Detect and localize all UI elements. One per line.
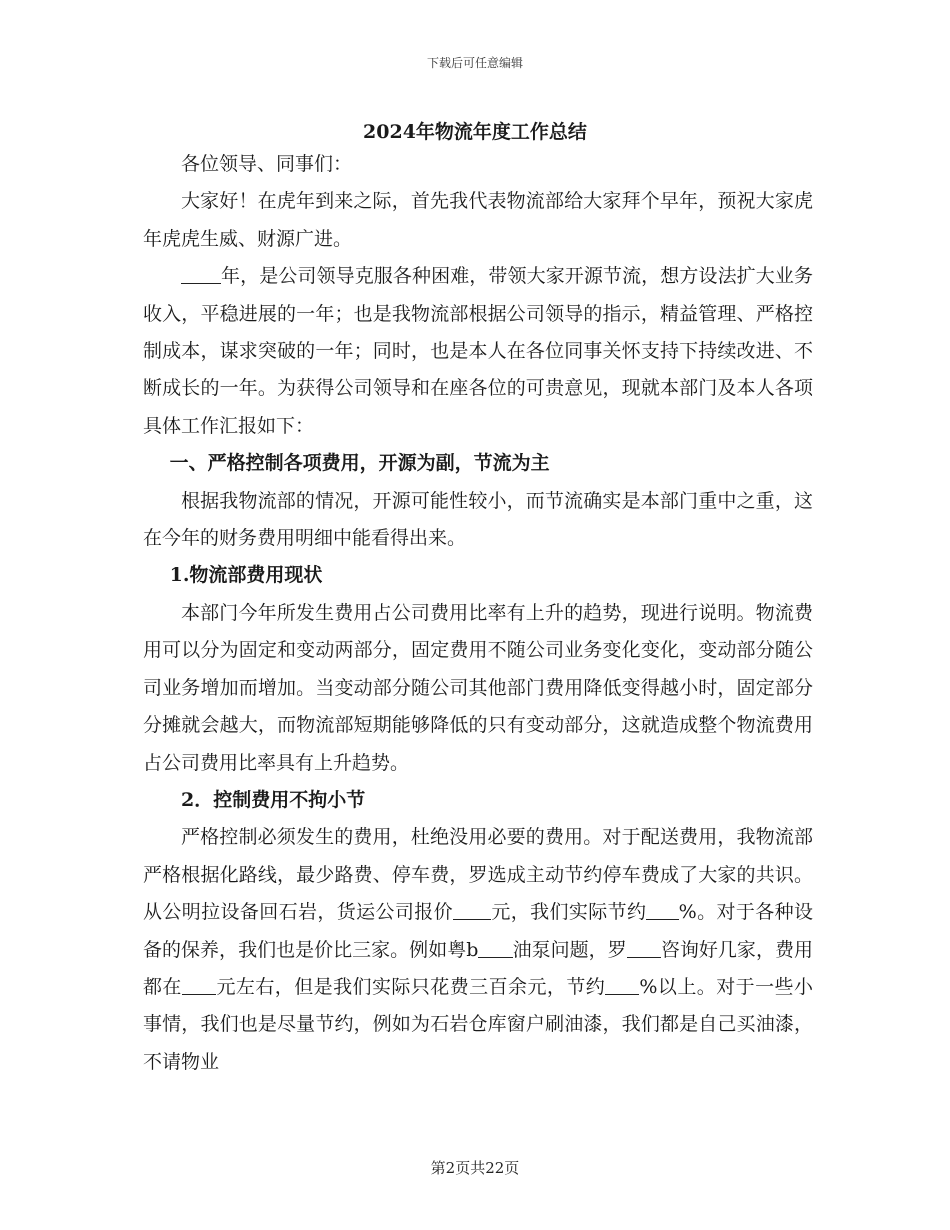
- blank-field: [605, 975, 639, 995]
- paragraph-cost-status: 本部门今年所发生费用占公司费用比率有上升的趋势，现进行说明。物流费用可以分为固定和变动两部分，固定费用不随公司业务变化变化，变动部分随公司业务增加而增加。当变动部分随公司其他部门费用降低变得越小时，固定部分分摊就会越大，而物流部短期能够降低的只有变动部分，这就造成整个物流费用占公司费用比率具有上升趋势。: [143, 601, 813, 774]
- page-header: 下载后可任意编辑: [426, 56, 523, 70]
- paragraph-text: %。对于各种设备的保养，我们也是价比三家。例如粤b: [143, 901, 813, 961]
- blank-field: [182, 975, 216, 995]
- blank-field: [453, 900, 491, 920]
- paragraph-text: %以上。对于一些小事情，我们也是尽量节约，例如为石岩仓库窗户刷油漆，我们都是自己买油漆，不请物业: [143, 975, 813, 1073]
- paragraph-text: 咨询好几家，费用都在: [143, 938, 813, 998]
- paragraph-cost-control: [143, 819, 813, 1081]
- paragraph-text: 年，是公司领导克服各种困难，带领大家开源节流，想方设法扩大业务收入，平稳进展的一年；也是我物流部根据公司领导的指示，精益管理、严格控制成本，谋求突破的一年；同时，也是本人在各位同事关怀支持下持续改进、不断成长的一年。为获得公司领导和在座各位的可贵意见，现就本部门及本人各项具体工作汇报如下：: [143, 265, 813, 437]
- blank-field: [181, 264, 221, 284]
- document-body: [143, 146, 813, 1081]
- greeting: 各位领导、同事们：: [181, 153, 353, 175]
- subsection-heading-2: 2．控制费用不拘小节: [181, 788, 366, 811]
- paragraph-text: 元左右，但是我们实际只花费三百余元，节约: [216, 975, 606, 998]
- blank-field: [646, 900, 678, 920]
- blank-field: [627, 938, 661, 958]
- section-heading-1: 一、严格控制各项费用，开源为副，节流为主: [169, 452, 550, 475]
- paragraph-year-summary: [143, 258, 813, 445]
- paragraph-text: 元，我们实际节约: [491, 901, 647, 924]
- document-title: 2024年物流年度工作总结: [363, 121, 587, 143]
- subsection-heading-1: 1.物流部费用现状: [169, 564, 323, 587]
- blank-field: [478, 938, 512, 958]
- paragraph-text: 油泵问题，罗: [512, 938, 627, 961]
- paragraph-intro: 大家好！在虎年到来之际，首先我代表物流部给大家拜个早年，预祝大家虎年虎虎生威、财源广进。: [143, 190, 813, 250]
- paragraph-text: 严格控制必须发生的费用，杜绝没用必要的费用。对于配送费用，我物流部严格根据化路线，最少路费、停车费，罗选成主动节约停车费成了大家的共识。从公明拉设备回石岩，货运公司报价: [143, 826, 813, 924]
- page-footer: 第2页共22页: [430, 1159, 520, 1177]
- paragraph-section-1: 根据我物流部的情况，开源可能性较小，而节流确实是本部门重中之重，这在今年的财务费用明细中能看得出来。: [143, 489, 813, 550]
